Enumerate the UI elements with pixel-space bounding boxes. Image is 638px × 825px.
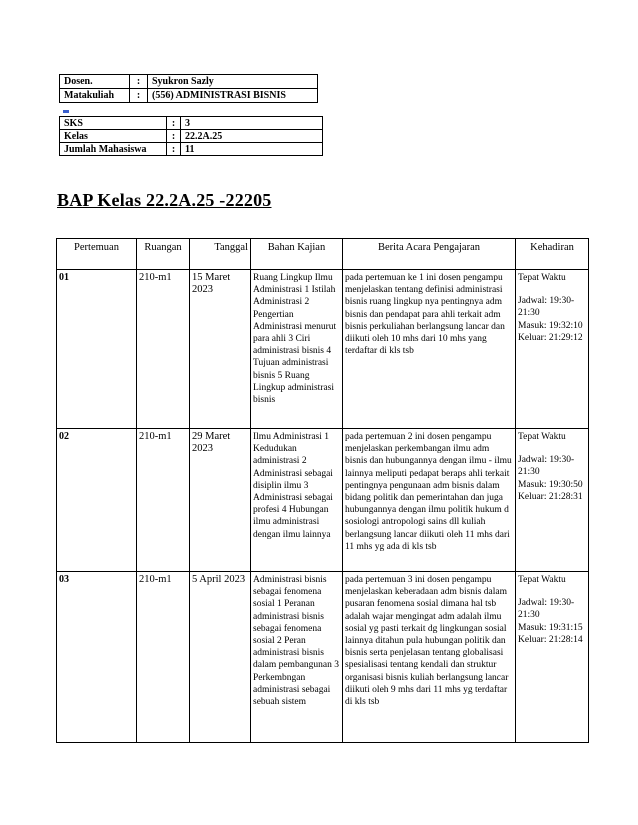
kehadiran-cell xyxy=(516,572,589,743)
blue-marker xyxy=(63,110,69,113)
status-text: Tepat Waktu xyxy=(518,273,566,283)
tanggal-cell: 15 Maret 2023 xyxy=(190,270,251,429)
colon: : xyxy=(167,143,181,156)
sks-row xyxy=(60,117,323,130)
attendance-table xyxy=(56,238,589,743)
table-row xyxy=(57,572,589,743)
header-kehadiran: Kehadiran xyxy=(516,239,589,270)
pertemuan-number: 02 xyxy=(57,429,137,572)
kelas-label: Kelas xyxy=(60,130,167,143)
kehadiran-cell xyxy=(516,429,589,572)
sks-value: 3 xyxy=(181,117,323,130)
keluar-text: Keluar: 21:28:31 xyxy=(518,491,583,502)
berita-acara-cell: pada pertemuan ke 1 ini dosen pengampu menjelaskan tentang definisi administrasi bisnis ruang lingkup nya pentingnya adm bisnis dan pendapat para ahli terkait adm bisnis perkuliahan berlangsung lancar dan diikuti oleh 10 mhs dari 10 mhs yang terdaftar di kls tsb xyxy=(343,270,516,429)
tanggal-cell: 29 Maret 2023 xyxy=(190,429,251,572)
header-ruangan: Ruangan xyxy=(137,239,190,270)
keluar-text: Keluar: 21:29:12 xyxy=(518,332,583,343)
berita-acara-cell: pada pertemuan 2 ini dosen pengampu menjelaskan perkembangan ilmu adm bisnis dan hubungannya dengan ilmu - ilmu lainnya meliputi pedapat beraps ahli terkait pentingnya pengunaan adm bisnis dalam bidang politik dan pemerintahan dan juga hubungannya dengan ilmu politik hukum d sosiologi antropologi sains dll kuliah berlangsung lancar diikuti oleh 11 mhs dari 11 mhs yg ada di kls tsb xyxy=(343,429,516,572)
header-tanggal: Tanggal xyxy=(190,239,251,270)
header-berita-acara: Berita Acara Pengajaran xyxy=(343,239,516,270)
header-bahan-kajian: Bahan Kajian xyxy=(251,239,343,270)
berita-acara-cell: pada pertemuan 3 ini dosen pengampu menjelaskan keberadaan adm bisnis dalam pusaran fenomena sosial dimana hal tsb adalah wajar mengingat adm adalah ilmu sosial yg pasti terkait dg lingkungan sosial lainnya ditahun pula hubungan politik dan bisnis serta penjelasan tentang globalisasi spesialisasi tentang kendali dan struktur organisasi bisnis kuliah berlangsung lancar diikuti oleh 9 mhs dari 11 mhs yg terdaftar di kls tsb xyxy=(343,572,516,743)
masuk-text: Masuk: 19:30:50 xyxy=(518,479,583,490)
header-pertemuan: Pertemuan xyxy=(57,239,137,270)
jadwal-text: Jadwal: 19:30-21:30 xyxy=(518,598,575,621)
jumlah-value: 11 xyxy=(181,143,323,156)
dosen-row xyxy=(60,75,318,89)
jadwal-text: Jadwal: 19:30-21:30 xyxy=(518,296,575,319)
colon: : xyxy=(130,89,148,103)
table-header xyxy=(57,239,589,270)
table-row xyxy=(57,270,589,429)
matakuliah-label: Matakuliah xyxy=(60,89,130,103)
ruangan-cell: 210-m1 xyxy=(137,429,190,572)
status-text: Tepat Waktu xyxy=(518,575,566,585)
dosen-label: Dosen. xyxy=(60,75,130,89)
page-title: BAP Kelas 22.2A.25 -22205 xyxy=(57,190,272,210)
bahan-kajian-cell: Ilmu Administrasi 1 Kedudukan administrasi 2 Administrasi sebagai disiplin ilmu 3 Administrasi sebagai profesi 4 Hubungan ilmu administrasi dengan ilmu lainnya xyxy=(251,429,343,572)
bahan-kajian-cell: Administrasi bisnis sebagai fenomena sosial 1 Peranan administrasi bisnis sebagai fenomena sosial 2 Peran administrasi bisnis dalam pembangunan 3 Perkembngan administrasi sebagai sebuah sistem xyxy=(251,572,343,743)
matakuliah-row xyxy=(60,89,318,103)
pertemuan-number: 01 xyxy=(57,270,137,429)
bahan-kajian-cell: Ruang Lingkup Ilmu Administrasi 1 Istilah Administrasi 2 Pengertian Administrasi menurut para ahli 3 Ciri administrasi bisnis 4 Tujuan administrasi bisnis 5 Ruang Lingkup administrasi bisnis xyxy=(251,270,343,429)
tanggal-cell: 5 April 2023 xyxy=(190,572,251,743)
masuk-text: Masuk: 19:31:15 xyxy=(518,622,583,633)
ruangan-cell: 210-m1 xyxy=(137,270,190,429)
colon: : xyxy=(167,130,181,143)
keluar-text: Keluar: 21:28:14 xyxy=(518,634,583,645)
class-info-table xyxy=(59,116,323,156)
pertemuan-number: 03 xyxy=(57,572,137,743)
jadwal-text: Jadwal: 19:30-21:30 xyxy=(518,455,575,478)
jumlah-row xyxy=(60,143,323,156)
ruangan-cell: 210-m1 xyxy=(137,572,190,743)
dosen-value: Syukron Sazly xyxy=(148,75,318,89)
colon: : xyxy=(130,75,148,89)
kehadiran-cell xyxy=(516,270,589,429)
colon: : xyxy=(167,117,181,130)
masuk-text: Masuk: 19:32:10 xyxy=(518,320,583,331)
status-text: Tepat Waktu xyxy=(518,432,566,442)
lecturer-info-table xyxy=(59,74,318,103)
kelas-value: 22.2A.25 xyxy=(181,130,323,143)
kelas-row xyxy=(60,130,323,143)
table-row xyxy=(57,429,589,572)
jumlah-label: Jumlah Mahasiswa xyxy=(60,143,167,156)
sks-label: SKS xyxy=(60,117,167,130)
matakuliah-value: (556) ADMINISTRASI BISNIS xyxy=(148,89,318,103)
